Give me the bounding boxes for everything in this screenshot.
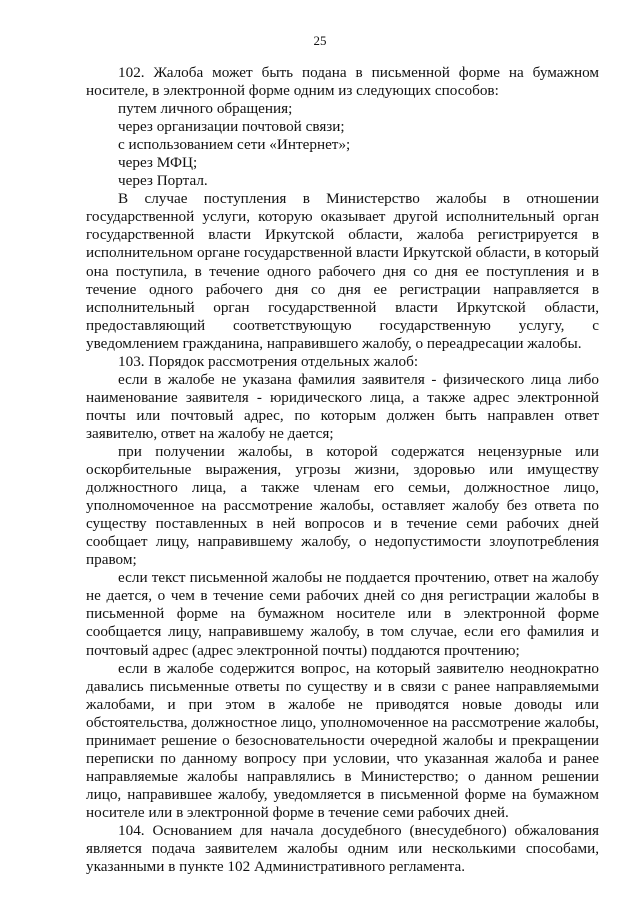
method-internet: с использованием сети «Интернет»; xyxy=(118,136,351,154)
method-personal-visit: путем личного обращения; xyxy=(118,100,293,118)
paragraph-103-heading: 103. Порядок рассмотрения отдельных жалоб: xyxy=(118,352,419,370)
method-postal: через организации почтовой связи; xyxy=(118,118,345,136)
paragraph-redirection: В случае поступления в Министерство жалобы в отношении государственной услуги, которую оказывает другой исполнительный орган государственной власти Иркутской области, жалоба регистрируется в исполнительном органе государственной власти Иркутской области, в который она поступила, в течение одного рабочего дня со дня ее поступления и в течение одного рабочего дня со дня ее регистрации направляется в исполнительный орган государственной власти Иркутской области, предоставляющий соответствующую государственную услугу, с уведомлением гражданина, направившего жалобу, о переадресации жалобы. xyxy=(86,190,599,352)
paragraph-obscene-content: при получении жалобы, в которой содержатся нецензурные или оскорбительные выражения, угрозы жизни, здоровью или имуществу должностного лица, а также членам его семьи, должностное лицо, уполномоченное на рассмотрение жалобы, оставляет жалобу без ответа по существу поставленных в ней вопросов и в течение семи рабочих дней сообщает лицу, направившему жалобу, о недопустимости злоупотребления правом; xyxy=(86,442,599,569)
page-number: 25 xyxy=(313,33,327,48)
paragraph-unreadable-text: если текст письменной жалобы не поддается прочтению, ответ на жалобу не дается, о чем в течение семи рабочих дней со дня регистрации жалобы в письменной форме на бумажном носителе или в электронной форме сообщается лицу, направившему жалобу, в том случае, если его фамилия и почтовый адрес (адрес электронной почты) поддаются прочтению; xyxy=(86,569,599,659)
paragraph-repeated-question: если в жалобе содержится вопрос, на который заявителю неоднократно давались письменные ответы по существу и в связи с ранее направляемыми жалобами, и при этом в жалобе не приводятся новые доводы или обстоятельства, должностное лицо, уполномоченное на рассмотрение жалобы, принимает решение о безосновательности очередной жалобы и прекращении переписки по данному вопросу при условии, что указанная жалоба и ранее направляемые жалобы направлялись в Министерство; о данном решении лицо, направившее жалобу, уведомляется в письменной форме на бумажном носителе или в электронной форме в течение семи рабочих дней. xyxy=(86,659,599,821)
document-body xyxy=(86,64,599,876)
paragraph-no-applicant-name: если в жалобе не указана фамилия заявителя - физического лица либо наименование заявителя - юридического лица, а также адрес электронной почты или почтовый адрес, по которым должен быть направлен ответ заявителю, ответ на жалобу не дается; xyxy=(86,370,599,442)
paragraph-104-basis: 104. Основанием для начала досудебного (внесудебного) обжалования является подача заявителем жалобы одним или несколькими способами, указанными в пункте 102 Административного регламента. xyxy=(86,821,599,876)
method-portal: через Портал. xyxy=(118,172,208,190)
method-mfc: через МФЦ; xyxy=(118,154,198,172)
paragraph-102-intro: 102. Жалоба может быть подана в письменной форме на бумажном носителе, в электронной форме одним из следующих способов: xyxy=(86,64,599,100)
